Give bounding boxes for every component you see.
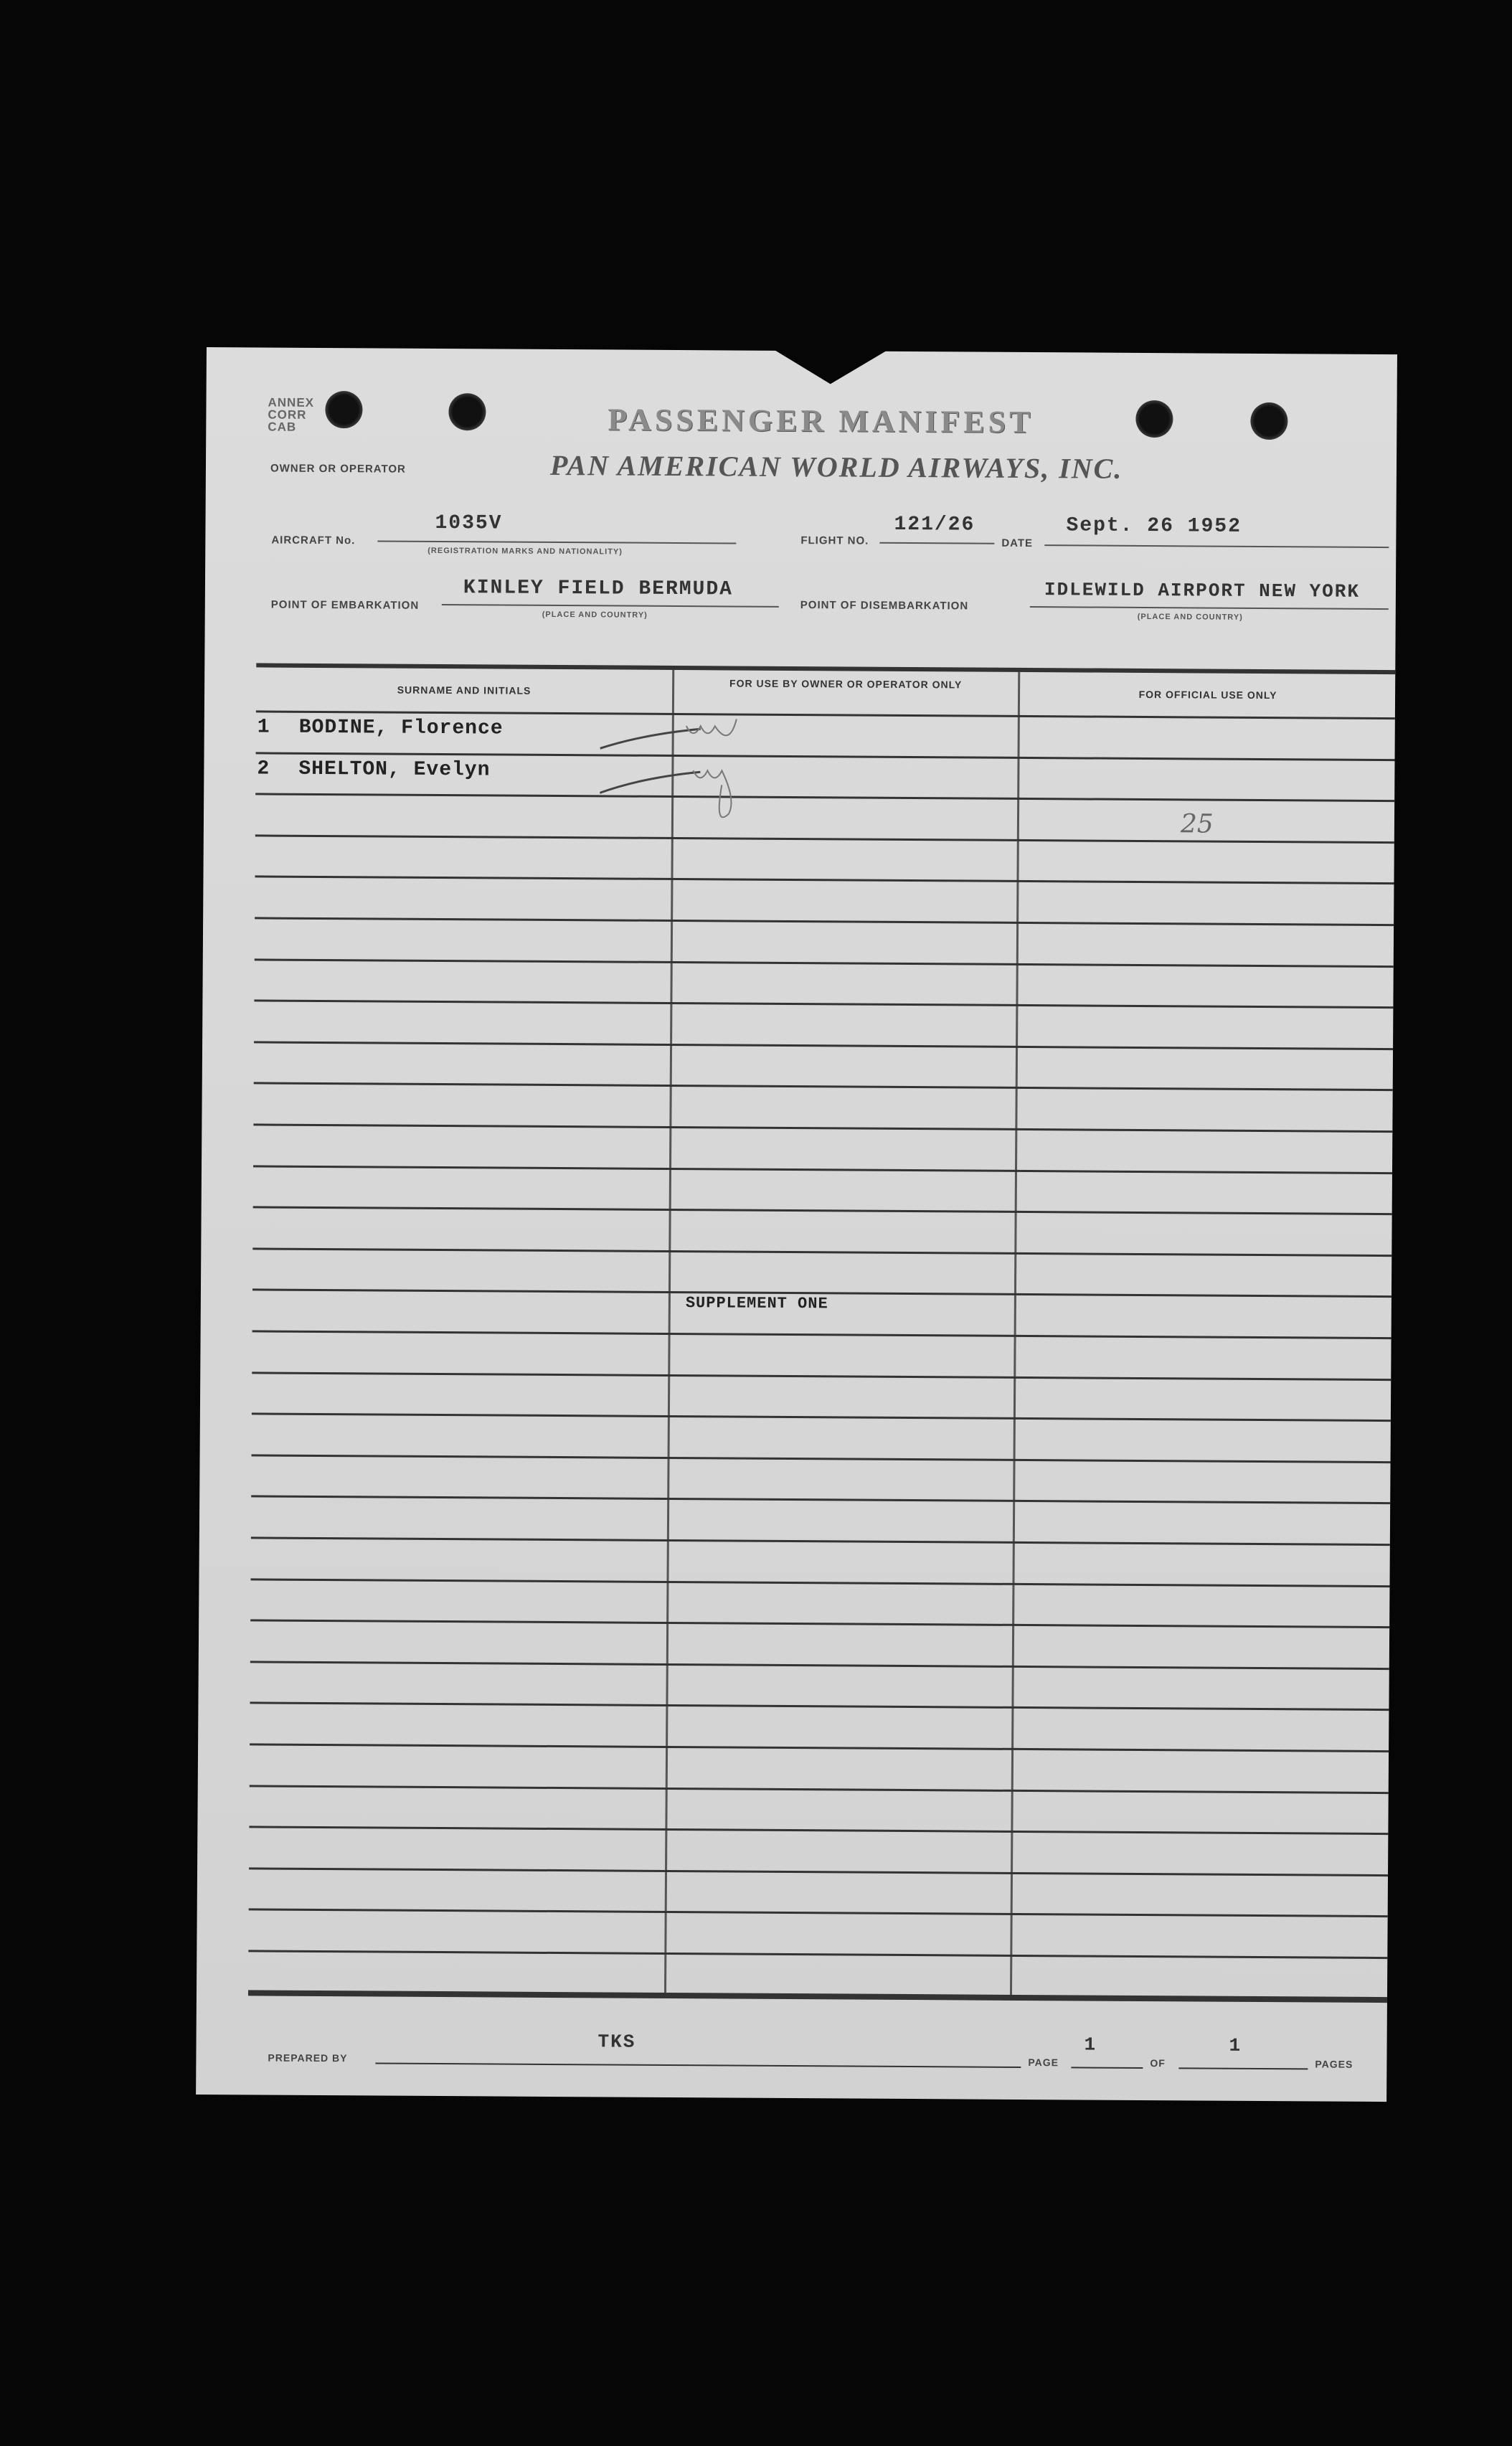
table-row-line <box>251 1496 1390 1505</box>
passenger-name: SHELTON, Evelyn <box>298 757 491 782</box>
column-divider <box>1010 672 1020 1996</box>
table-row-line <box>253 1207 1392 1216</box>
table-row-line <box>252 1413 1391 1422</box>
column-header-operator: FOR USE BY OWNER OR OPERATOR ONLY <box>729 677 963 691</box>
prepared-label: PREPARED BY <box>268 2051 348 2064</box>
of-value: 1 <box>1229 2034 1242 2057</box>
of-label: OF <box>1150 2057 1166 2069</box>
table-row-line <box>248 1950 1387 1959</box>
pages-label: PAGES <box>1315 2058 1353 2070</box>
table-row-line <box>251 1578 1390 1587</box>
disembark-label: POINT OF DISEMBARKATION <box>800 599 969 613</box>
embark-label: POINT OF EMBARKATION <box>270 598 420 612</box>
disembark-underline <box>1030 606 1389 610</box>
disembark-value: IDLEWILD AIRPORT NEW YORK <box>1044 579 1361 603</box>
official-note: 25 <box>1180 809 1214 839</box>
manifest-sheet <box>196 347 1397 2102</box>
prepared-underline <box>375 2062 1021 2067</box>
column-divider <box>664 670 674 1993</box>
table-row-line <box>252 1371 1391 1381</box>
punch-hole-icon <box>1135 400 1173 438</box>
row-number: 1 <box>257 716 270 739</box>
page-title: PASSENGER MANIFEST <box>608 402 1034 440</box>
embark-sub: (PLACE AND COUNTRY) <box>542 610 648 620</box>
page-underline <box>1071 2067 1143 2069</box>
handwritten-ditto-mark <box>600 712 772 821</box>
flight-value: 121/26 <box>894 513 975 537</box>
table-row-line <box>255 793 1394 803</box>
table-row-line <box>255 958 1394 968</box>
table-row-line <box>250 1620 1389 1629</box>
table-row-line <box>249 1909 1388 1918</box>
table-row-line <box>255 876 1394 885</box>
table-row-line <box>250 1743 1389 1752</box>
table-row-line <box>255 834 1394 844</box>
table-row-line <box>254 1082 1393 1092</box>
embark-value: KINLEY FIELD BERMUDA <box>463 577 734 601</box>
flight-label: FLIGHT NO. <box>800 534 869 547</box>
column-header-surname: SURNAME AND INITIALS <box>397 684 531 697</box>
table-row-line <box>249 1867 1388 1876</box>
table-row-line <box>255 917 1394 926</box>
page-value: 1 <box>1084 2034 1097 2056</box>
table-row-line <box>250 1661 1389 1670</box>
table-row-line <box>254 1041 1393 1050</box>
prepared-value: TKS <box>597 2031 636 2053</box>
table-row-line <box>252 1247 1391 1257</box>
table-row-line <box>252 1330 1391 1339</box>
aircraft-label: AIRCRAFT No. <box>271 534 356 547</box>
punch-hole-icon <box>448 393 486 430</box>
table-row-line <box>250 1785 1389 1794</box>
table-row-line <box>250 1702 1389 1711</box>
date-value: Sept. 26 1952 <box>1066 514 1242 538</box>
row-lines <box>256 667 1395 674</box>
table-row-line <box>249 1826 1388 1836</box>
flight-underline <box>879 542 994 544</box>
table-row-line <box>253 1165 1392 1174</box>
date-underline <box>1044 544 1389 548</box>
punch-hole-icon <box>325 391 362 428</box>
column-header-official: FOR OFFICIAL USE ONLY <box>1138 688 1277 702</box>
of-underline <box>1178 2067 1308 2069</box>
disembark-sub: (PLACE AND COUNTRY) <box>1137 612 1243 622</box>
table-row-line <box>251 1536 1390 1546</box>
row-number: 2 <box>257 757 270 780</box>
owner-label: OWNER OR OPERATOR <box>270 462 406 476</box>
page-label: PAGE <box>1028 2057 1059 2069</box>
aircraft-value: 1035V <box>435 511 503 535</box>
aircraft-underline <box>377 540 736 544</box>
supplement-note: SUPPLEMENT ONE <box>685 1294 828 1313</box>
table-row-line <box>252 1454 1391 1463</box>
corner-stamp: ANNEX CORR CAB <box>268 395 315 434</box>
owner-value: PAN AMERICAN WORLD AIRWAYS, INC. <box>549 448 1123 485</box>
passenger-table <box>248 663 1395 1998</box>
passenger-name: BODINE, Florence <box>298 716 504 740</box>
embark-underline <box>442 604 779 608</box>
punch-hole-icon <box>1250 402 1287 440</box>
table-row-line <box>254 1000 1393 1009</box>
torn-notch <box>773 349 888 384</box>
table-row-line <box>253 1123 1392 1133</box>
aircraft-sub: (REGISTRATION MARKS AND NATIONALITY) <box>427 546 623 557</box>
date-label: DATE <box>1001 537 1034 550</box>
